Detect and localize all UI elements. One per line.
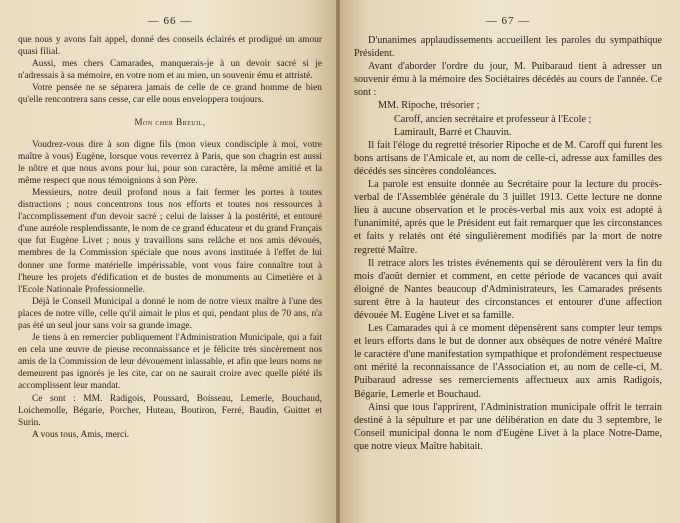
letter-paragraph: Ce sont : MM. Radigois, Poussard, Boisseau, Lemerle, Bouchaud, Loichemolle, Bégarie, Porcher, Huteau, Boutiron, Ferré, Baudin, Guittet et Surin. [18, 393, 322, 428]
paragraph: Aussi, mes chers Camarades, manquerais-je à un devoir sacré si je n'adressais à sa mémoire, en votre nom et au mien, un souvenir ému et attristé. [18, 59, 322, 82]
paragraph: La parole est ensuite donnée au Secrétaire pour la lecture du procès-verbal de l'Assemblée générale du 3 juillet 1913. Cette lecture ne donne lieu à aucune observation et le procès-verbal mis aux voix est adopté à l'unanimité, après que le Président eut fait remarquer que les circonstances et faits y relatés ont été singulièrement modifiés par la mort de notre regretté Maître. [354, 179, 662, 256]
letter-paragraph: Déjà le Conseil Municipal a donné le nom de notre vieux maître à l'une des places de notre ville, celle qu'il aimait le plus et qui, pendant plus de 70 ans, n'a pas été un seul jour sans voir sa grande image. [18, 296, 322, 331]
paragraph: Les Camarades qui à ce moment dépensèrent sans compter leur temps et leurs efforts dans le but de donner aux obsèques de notre vénéré Maître le caractère d'une manifestation sympathique et profondément respectueuse ont mérité la reconnaissance de l'Association et, au nom de celle-ci, M. Puibaraud adresse ses remerciements affectueux aux amis Radigois, Bégarie, Lemerle et Bouchaud. [354, 323, 662, 400]
left-page [0, 0, 336, 523]
page-number-left: — 66 — [147, 15, 193, 27]
paragraph: D'unanimes applaudissements accueillent les paroles du sympathique Président. [354, 35, 662, 60]
letter-paragraph: Messieurs, notre deuil profond nous a fait fermer les portes à toutes distractions ; nous concentrons tous nos efforts et toutes nos ressources à l'accomplissement d'un devoir sacré ; celui de laisser à la postérité, et entouré d'une auréole resplendissante, le nom de ce grand éducateur et du grand Français que fut Eugène Livet ; nous y travaillons sans relâche et nos amis dévoués, membres de la Commission spéciale que nous avons instituée à l'effet de lui donner une forme matérielle impérissable, vont vous faire connaître tout à l'heure les projets d'édification et de bustes de monuments au Cimetière et à l'Ecole Nationale Professionnelle. [18, 187, 322, 295]
paragraph: Ainsi que tous l'apprirent, l'Administration municipale offrit le terrain destiné à la sépulture et par une délibération en date du 3 septembre, le Conseil municipal donna le nom d'Eugène Livet à la place Notre-Dame, que notre vieux Maître habitait. [354, 401, 662, 452]
right-page [340, 0, 680, 523]
deceased-name: MM. Ripoche, trésorier ; [378, 100, 480, 112]
deceased-name: Lamirault, Barré et Chauvin. [394, 126, 512, 138]
paragraph: Avant d'aborder l'ordre du jour, M. Puibaraud tient à adresser un souvenir ému à la mémoire des Sociétaires décédés au cours de l'année. Ce sont : [354, 61, 662, 99]
page-number-right: — 67 — [485, 15, 531, 27]
deceased-name: Caroff, ancien secrétaire et professeur à l'Ecole ; [394, 113, 592, 125]
letter-paragraph: Je tiens à en remercier publiquement l'Administration Municipale, qui a fait en cela une œuvre de pieuse reconnaissance et je félicite très sincèrement nos amis de la Commission de leur dévouement inlassable, et afin que leurs noms ne demeurent pas ignorés je les cite, car on ne saurait croire avec quelle piété ils accomplissent leur mandat. [18, 333, 322, 392]
letter-salutation: Mon cher Breuil, [134, 116, 206, 127]
paragraph: Il fait l'éloge du regretté trésorier Ripoche et de M. Caroff qui furent les bons artisans de l'Amicale et, au nom de celle-ci, adresse aux familles des décédés ses sincères condoléances. [354, 139, 662, 177]
paragraph: Il retrace alors les tristes événements qui se déroulèrent vers la fin du mois d'août dernier et comment, en cette période de vacances qui avait éloigné de Nantes beaucoup d'Administrateurs, les Camarades présents surent être à la hauteur des circonstances et entourer d'une affection dévouée M. Eugène Livet et sa famille. [354, 257, 662, 321]
letter-paragraph: A vous tous, Amis, merci. [32, 429, 130, 440]
paragraph: Votre pensée ne se séparera jamais de celle de ce grand homme de bien qu'elle rencontrera sans cesse, car elle nous enveloppera toujours. [18, 83, 322, 106]
letter-paragraph: Voudrez-vous dire à son digne fils (mon vieux condisciple à moi, votre maître à vous) Eugène, lorsque vous reverrez à Paris, que son chagrin est aussi le nôtre et que nous avons pour lui, pour son caractère, la même amitié et la même respect que nous témoignions à son Père. [18, 139, 322, 186]
paragraph: que nous y avons fait appel, donné des conseils éclairés et prodigué un amour quasi filial. [18, 35, 322, 58]
